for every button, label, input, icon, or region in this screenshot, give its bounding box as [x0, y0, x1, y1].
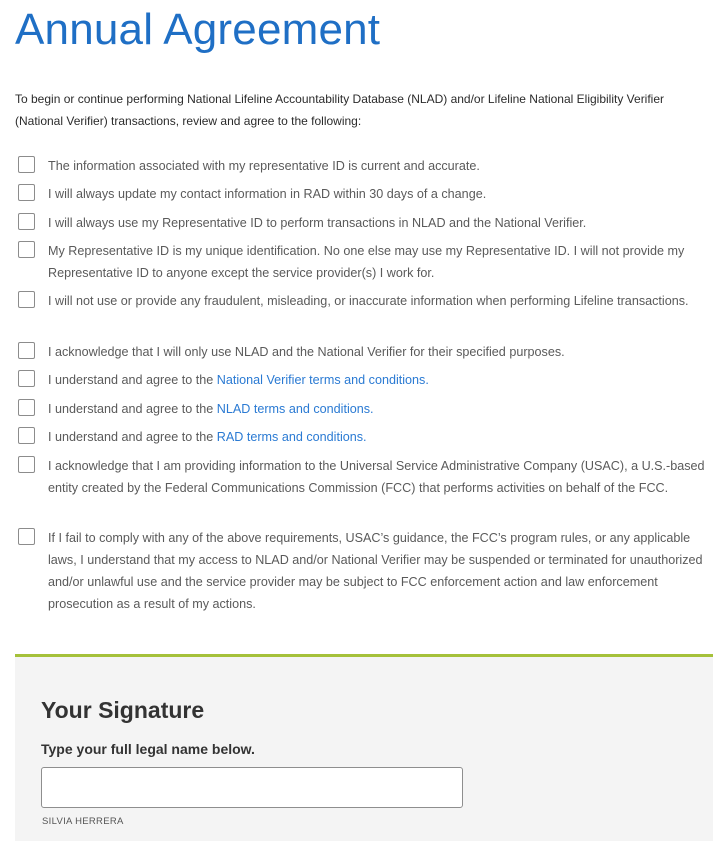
agreement-checkbox[interactable] — [18, 156, 35, 173]
agreement-item-lead: I understand and agree to the — [48, 373, 217, 387]
agreement-item-text — [48, 398, 708, 420]
signature-name-input[interactable] — [41, 767, 463, 808]
signature-heading: Your Signature — [41, 697, 205, 723]
agreement-checkbox[interactable] — [18, 528, 35, 545]
agreement-checkbox[interactable] — [18, 370, 35, 387]
agreement-checkbox[interactable] — [18, 399, 35, 416]
agreement-item-lead: I understand and agree to the — [48, 430, 217, 444]
signature-caption: SILVIA HERRERA — [42, 816, 124, 827]
agreement-item-text: I acknowledge that I am providing information to the Universal Service Administrative Company (USAC), a U.S.-based entity created by the Federal Communications Commission (FCC) that performs activities on behalf of the FCC. — [48, 459, 705, 495]
national-verifier-terms-link[interactable]: National Verifier terms and conditions. — [216, 373, 429, 387]
agreement-checkbox[interactable] — [18, 291, 35, 308]
intro-text: To begin or continue performing National Lifeline Accountability Database (NLAD) and/or Lifeline National Eligibility Verifier (National Verifier) transactions, review and agree to the following: — [15, 92, 665, 128]
agreement-item-text: I will always use my Representative ID to perform transactions in NLAD and the National Verifier. — [48, 216, 587, 230]
signature-section — [15, 654, 713, 841]
agreement-checkbox[interactable] — [18, 342, 35, 359]
agreement-checkbox[interactable] — [18, 241, 35, 258]
agreement-checkbox[interactable] — [18, 184, 35, 201]
agreement-item-text: I acknowledge that I will only use NLAD and the National Verifier for their specified purposes. — [48, 345, 565, 359]
agreement-item-lead: I understand and agree to the — [48, 402, 217, 416]
page-title: Annual Agreement — [15, 5, 381, 54]
nlad-terms-link[interactable]: NLAD terms and conditions. — [216, 402, 374, 416]
rad-terms-link[interactable]: RAD terms and conditions. — [216, 430, 367, 444]
agreement-item-text: If I fail to comply with any of the above requirements, USAC’s guidance, the FCC’s program rules, or any applicable laws, I understand that my access to NLAD and/or National Verifier may be suspended or terminated for unauthorized and/or unlawful use and the service provider may be subject to FCC enforcement action and law enforcement prosecution as a result of my actions. — [48, 531, 703, 611]
agreement-checkbox[interactable] — [18, 456, 35, 473]
agreement-item-text: The information associated with my representative ID is current and accurate. — [48, 159, 480, 173]
agreement-checkbox[interactable] — [18, 427, 35, 444]
signature-label: Type your full legal name below. — [41, 741, 255, 757]
agreement-item-text: I will not use or provide any fraudulent, misleading, or inaccurate information when performing Lifeline transactions. — [48, 294, 689, 308]
agreement-checkbox[interactable] — [18, 213, 35, 230]
agreement-item-text: I will always update my contact information in RAD within 30 days of a change. — [48, 187, 487, 201]
agreement-item-text — [48, 426, 708, 448]
agreement-item-text — [48, 369, 708, 391]
agreement-item-text: My Representative ID is my unique identification. No one else may use my Representative ID. I will not provide my Representative ID to anyone except the service provider(s) I work for. — [48, 244, 685, 280]
